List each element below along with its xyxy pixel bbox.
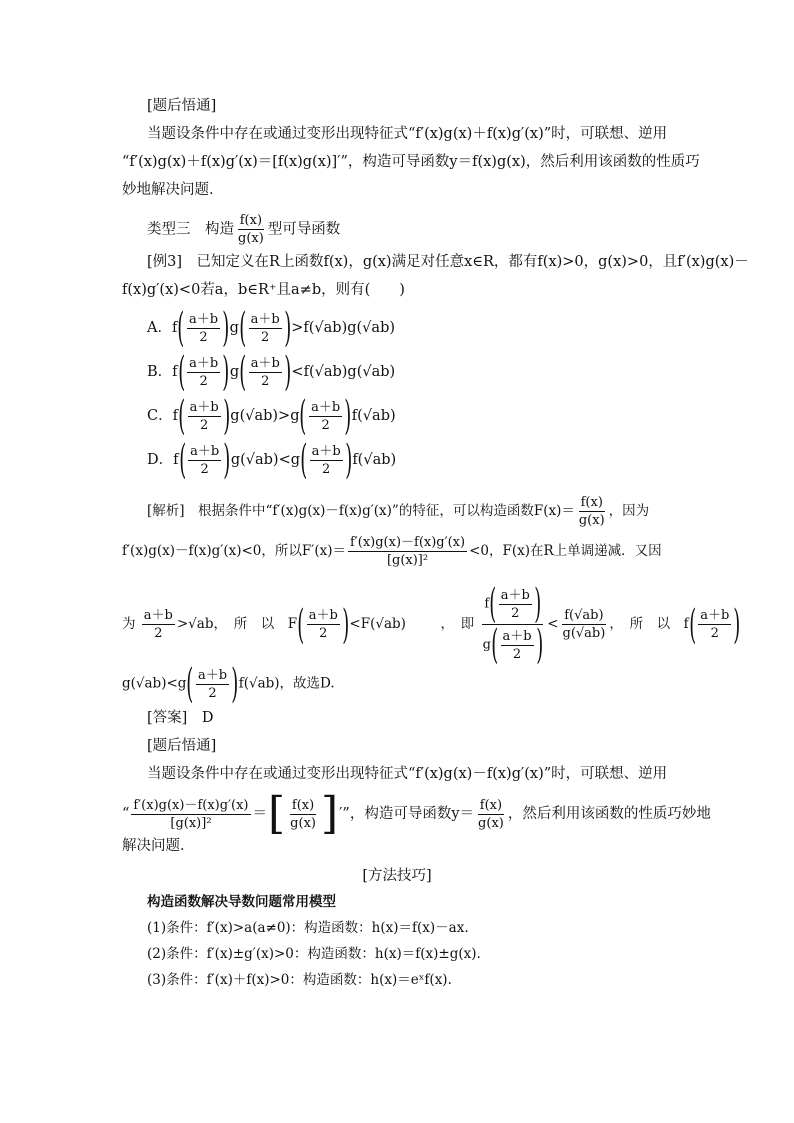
analysis-text: <0，F(x)在R上单调递减．又因 bbox=[469, 543, 662, 559]
paren-left: ( bbox=[177, 349, 185, 395]
fraction-denominator: 2 bbox=[319, 626, 328, 641]
fraction-numerator: f′(x)g(x)－f(x)g′(x) bbox=[133, 797, 249, 813]
fraction-numerator: a＋b bbox=[190, 443, 220, 459]
fraction-denominator: g(x) bbox=[290, 815, 316, 831]
paragraph-line bbox=[122, 788, 711, 839]
section-heading: [题后悟通] bbox=[147, 98, 217, 114]
fraction bbox=[288, 797, 318, 832]
paren-right: ) bbox=[231, 661, 239, 707]
fraction-denominator: 2 bbox=[321, 417, 330, 433]
nested-fraction bbox=[481, 581, 546, 668]
fraction-numerator: a＋b bbox=[143, 608, 173, 623]
fraction-denominator: 2 bbox=[710, 626, 719, 641]
fraction-numerator: f(x) bbox=[479, 797, 503, 813]
paren-left: ( bbox=[178, 437, 186, 483]
fraction-denominator: 2 bbox=[261, 373, 270, 389]
fraction-numerator: f′(x)g(x)－f(x)g′(x) bbox=[349, 535, 466, 550]
method-item: (2)条件：f′(x)±g′(x)>0：构造函数：h(x)＝f(x)±g(x). bbox=[147, 946, 481, 962]
func-f: f bbox=[172, 364, 178, 380]
fraction-denominator: 2 bbox=[208, 685, 217, 701]
paren-right: ) bbox=[344, 437, 353, 483]
fraction-numerator: f(√ab) bbox=[564, 608, 604, 623]
option-text: >f(√ab)g(√ab) bbox=[291, 320, 396, 336]
fraction bbox=[249, 311, 282, 346]
bracket-right: ] bbox=[320, 788, 339, 839]
option-tail: f(√ab) bbox=[352, 452, 397, 468]
example-line: f(x)g′(x)<0若a，b∈R⁺且a≠b，则有( ) bbox=[122, 282, 405, 298]
type-heading-prefix: 类型三 构造 bbox=[147, 221, 234, 238]
fraction-numerator: a＋b bbox=[189, 399, 219, 415]
fraction-numerator: f(x) bbox=[239, 213, 263, 228]
analysis-text: >√ab， 所 以 F bbox=[176, 616, 298, 632]
option-tail: f(√ab) bbox=[351, 408, 396, 424]
func-g: g bbox=[229, 364, 240, 380]
paren-right: ) bbox=[222, 305, 230, 351]
fraction-denominator: 2 bbox=[511, 605, 520, 621]
paren-right: ) bbox=[222, 349, 230, 395]
fraction-denominator: 2 bbox=[200, 461, 209, 477]
paren-right: ) bbox=[284, 349, 292, 395]
fraction bbox=[196, 667, 229, 702]
option-b bbox=[147, 349, 396, 395]
type-heading-fraction bbox=[236, 212, 266, 247]
answer: [答案] D bbox=[147, 710, 214, 726]
paragraph-line: 妙地解决问题． bbox=[122, 182, 224, 198]
section-heading: [题后悟通] bbox=[147, 738, 217, 754]
paragraph-line: 解决问题． bbox=[122, 838, 195, 854]
fraction-numerator: a＋b bbox=[189, 355, 219, 371]
option-text: <f(√ab)g(√ab) bbox=[291, 364, 396, 380]
paren-right: ) bbox=[342, 601, 350, 648]
methods-title: [方法技巧] bbox=[362, 868, 432, 884]
methods-subtitle: 构造函数解决导数问题常用模型 bbox=[147, 894, 336, 910]
fraction bbox=[249, 355, 282, 390]
fraction bbox=[476, 797, 506, 832]
option-c bbox=[147, 393, 396, 439]
fraction bbox=[188, 443, 221, 478]
analysis-line: 为 $\frac{a+b}{2}$ >√ab， 所 以 F( $\frac{a+b}{2}$ )<F(√ab) ， 即 f( $\frac{a+b}{2}$ ) g( $\frac{a+b}{2}$ ) < $\frac{f(√ab)}{g(√ab)}$ ， 所 以 f( $\frac{a+b}{2}$ ) bbox=[122, 581, 741, 668]
fraction-denominator: [g(x)]² bbox=[170, 815, 212, 831]
fraction-denominator: 2 bbox=[512, 646, 522, 662]
analysis-text: g(√ab)<g bbox=[122, 675, 187, 692]
fraction bbox=[348, 534, 467, 569]
fraction-denominator: g(x) bbox=[238, 231, 264, 246]
fraction bbox=[187, 355, 220, 390]
paren-left: ( bbox=[186, 661, 194, 707]
fraction-numerator: a＋b bbox=[308, 608, 338, 623]
fraction-numerator: f(x) bbox=[580, 495, 603, 510]
type-heading bbox=[147, 212, 340, 247]
fraction-denominator: g(x) bbox=[478, 815, 504, 831]
fraction-denominator: 2 bbox=[154, 626, 163, 641]
fraction-numerator bbox=[482, 581, 543, 627]
fraction bbox=[309, 399, 342, 434]
fraction bbox=[188, 399, 221, 434]
paren-left: ( bbox=[299, 393, 307, 439]
func-g: g bbox=[482, 637, 491, 653]
fraction-numerator: a＋b bbox=[500, 587, 530, 603]
func-f: f bbox=[484, 596, 490, 612]
bracket-left: [ bbox=[268, 788, 286, 839]
paren-right: ) bbox=[534, 581, 542, 627]
analysis-line bbox=[147, 494, 649, 530]
fraction-denominator bbox=[481, 622, 546, 668]
paren-left: ( bbox=[177, 305, 185, 351]
option-text: g(√ab)>g bbox=[230, 408, 300, 424]
fraction-denominator: g(√ab) bbox=[562, 626, 606, 641]
analysis-line bbox=[122, 661, 335, 707]
paragraph-text: ′”，构造可导函数y＝ bbox=[339, 806, 475, 822]
fraction-numerator: a＋b bbox=[502, 628, 532, 644]
fraction bbox=[577, 494, 607, 529]
fraction-numerator: a＋b bbox=[250, 355, 280, 371]
paren-left: ( bbox=[239, 349, 247, 395]
type-heading-suffix: 型可导函数 bbox=[267, 221, 341, 238]
paragraph-line: “f′(x)g(x)＋f(x)g′(x)＝[f(x)g(x)]′”，构造可导函数y＝f(x)g(x)，然后利用该函数的性质巧 bbox=[122, 154, 700, 170]
paren-left: ( bbox=[491, 622, 499, 668]
fraction bbox=[499, 587, 532, 622]
paragraph-line: 当题设条件中存在或通过变形出现特征式“f′(x)g(x)＋f(x)g′(x)”时，可联想、逆用 bbox=[147, 126, 668, 142]
fraction bbox=[310, 443, 343, 478]
option-d bbox=[147, 437, 397, 483]
paren-right: ) bbox=[733, 601, 741, 648]
paren-left: ( bbox=[178, 393, 186, 439]
option-text: g(√ab)<g bbox=[230, 452, 301, 468]
fraction bbox=[501, 628, 534, 663]
paren-right: ) bbox=[283, 305, 291, 351]
fraction-numerator: a＋b bbox=[311, 443, 341, 459]
fraction bbox=[131, 797, 250, 832]
analysis-text: ， 即 bbox=[440, 616, 475, 632]
fraction-denominator: 2 bbox=[199, 373, 208, 389]
fraction-denominator: g(x) bbox=[578, 513, 605, 528]
analysis-text: 为 bbox=[122, 616, 136, 632]
func-f: f bbox=[172, 408, 178, 424]
equals-sign: ＝ bbox=[252, 806, 267, 822]
func-f: f bbox=[173, 452, 179, 468]
analysis-text: <F(√ab) bbox=[349, 616, 406, 632]
fraction-numerator: a＋b bbox=[700, 608, 730, 623]
option-a bbox=[147, 305, 396, 351]
paren-left: ( bbox=[489, 581, 497, 627]
analysis-text: ，因为 bbox=[608, 503, 650, 519]
analysis-text: [解析] 根据条件中“f′(x)g(x)－f(x)g′(x)”的特征，可以构造函数F(x)＝ bbox=[147, 503, 575, 519]
fraction-denominator: 2 bbox=[199, 417, 209, 433]
quote-mark: “ bbox=[122, 806, 130, 822]
paren-left: ( bbox=[239, 305, 247, 351]
example-line: [例3] 已知定义在R上函数f(x)，g(x)满足对任意x∈R，都有f(x)>0，g(x)>0，且f′(x)g(x)－ bbox=[147, 254, 749, 270]
paren-left: ( bbox=[688, 601, 696, 648]
fraction-denominator: 2 bbox=[199, 329, 208, 345]
fraction-denominator: 2 bbox=[322, 461, 331, 477]
fraction bbox=[561, 607, 608, 642]
analysis-line bbox=[122, 534, 662, 570]
paren-left: ( bbox=[297, 601, 305, 648]
method-item: (3)条件：f′(x)＋f(x)>0：构造函数：h(x)＝eˣf(x). bbox=[147, 972, 452, 988]
fraction-denominator: 2 bbox=[260, 329, 270, 345]
analysis-text: f(√ab)，故选D. bbox=[238, 675, 335, 692]
fraction-numerator: a＋b bbox=[198, 667, 228, 683]
option-label: C． bbox=[147, 408, 173, 424]
fraction-numerator: a＋b bbox=[188, 311, 219, 327]
analysis-text: ， 所 以 f bbox=[609, 616, 689, 632]
paren-right: ) bbox=[344, 393, 352, 439]
option-label: A． bbox=[147, 320, 172, 336]
fraction-numerator: a＋b bbox=[311, 399, 341, 415]
fraction bbox=[698, 607, 731, 642]
fraction-denominator: [g(x)]² bbox=[386, 553, 429, 568]
paragraph-text: ，然后利用该函数的性质巧妙地 bbox=[507, 806, 711, 822]
option-label: D． bbox=[147, 452, 174, 468]
func-f: f bbox=[171, 320, 178, 336]
paren-right: ) bbox=[222, 393, 230, 439]
paragraph-line: 当题设条件中存在或通过变形出现特征式“f′(x)g(x)－f(x)g′(x)”时，可联想、逆用 bbox=[147, 766, 668, 782]
paren-right: ) bbox=[223, 437, 231, 483]
fraction-numerator: a＋b bbox=[250, 311, 280, 327]
paren-left: ( bbox=[300, 437, 308, 483]
method-item: (1)条件：f′(x)>a(a≠0)：构造函数：h(x)＝f(x)－ax. bbox=[147, 920, 469, 936]
fraction bbox=[307, 607, 340, 642]
fraction-numerator: f(x) bbox=[291, 797, 315, 813]
option-label: B． bbox=[147, 364, 173, 380]
paren-right: ) bbox=[535, 622, 543, 668]
fraction bbox=[142, 607, 175, 642]
fraction bbox=[187, 311, 220, 346]
func-g: g bbox=[229, 320, 239, 336]
analysis-text: f′(x)g(x)－f(x)g′(x)<0，所以F′(x)＝ bbox=[122, 543, 346, 559]
